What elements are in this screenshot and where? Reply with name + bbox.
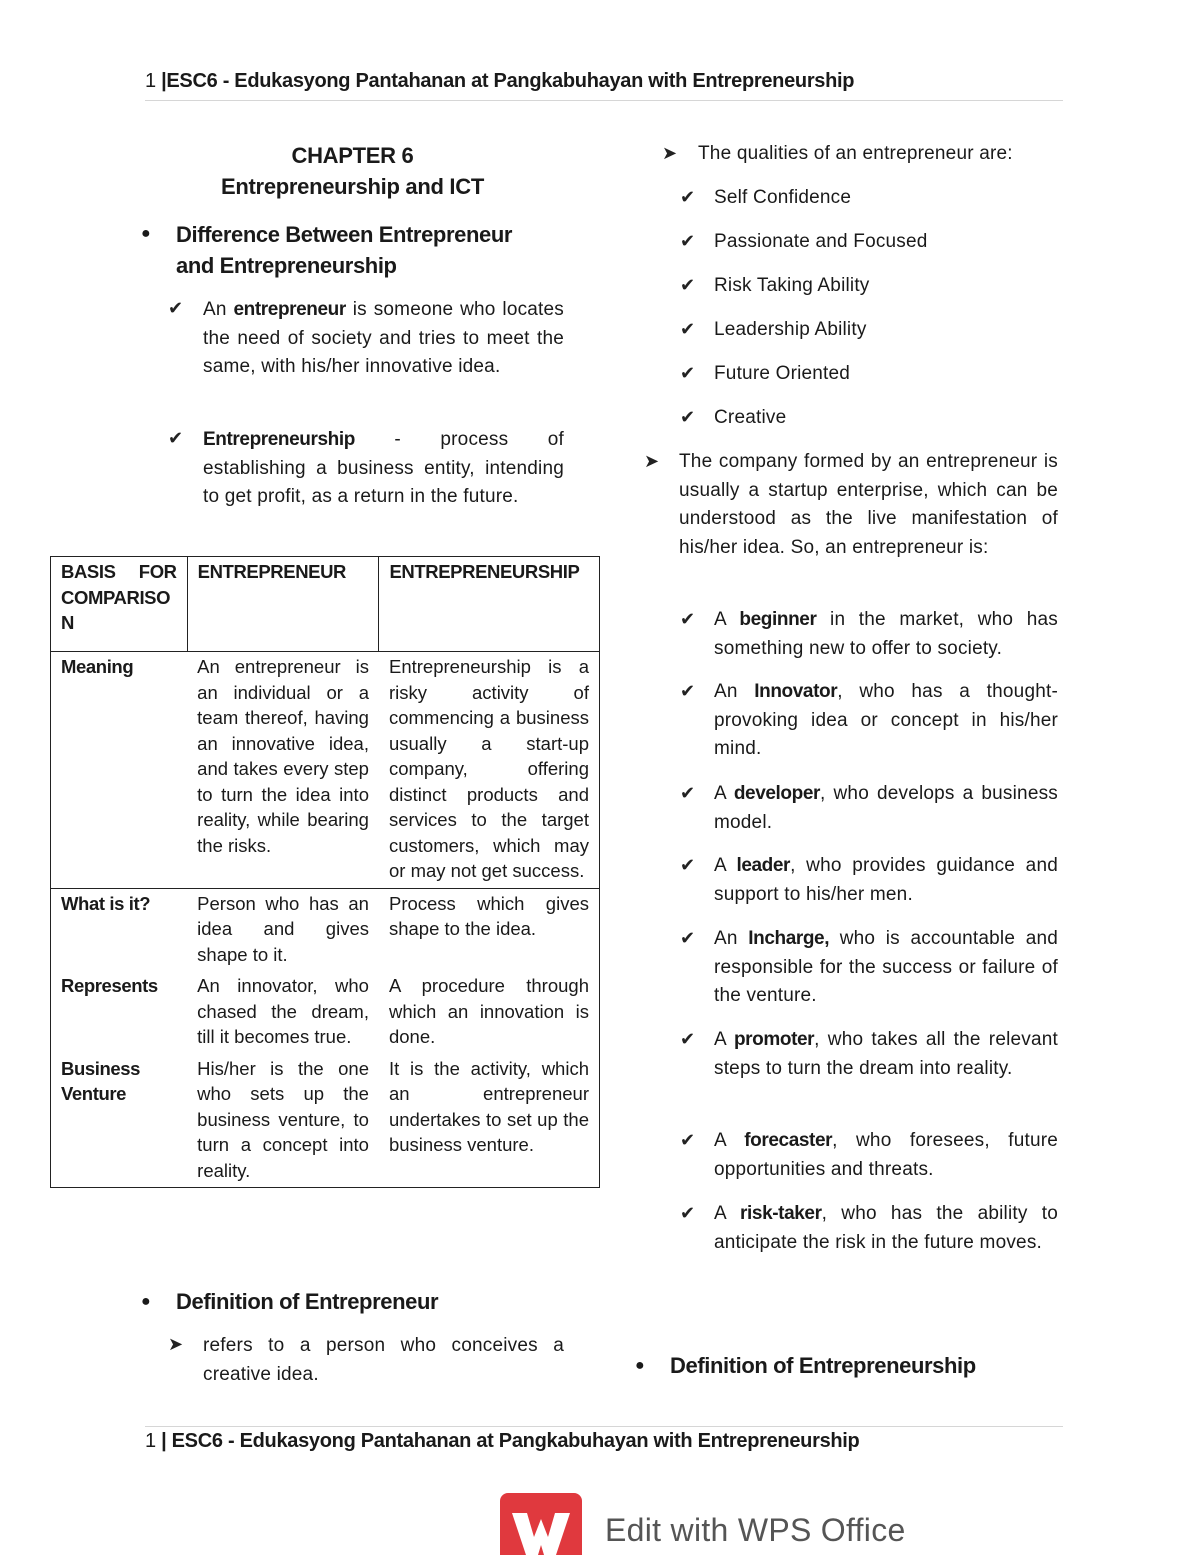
table-cell-basis: What is it? (61, 892, 151, 914)
list-item: Passionate and Focused (714, 231, 928, 252)
checkmark-icon: ✔ (168, 428, 184, 448)
section-heading-def-entrepreneurship: Definition of Entrepreneurship (670, 1353, 976, 1378)
entrepreneurship-definition (203, 426, 564, 512)
header-title: |ESC6 - Edukasyong Pantahanan at Pangkabuhayan with Entrepreneurship (161, 70, 855, 92)
section-heading-def-entrepreneur: Definition of Entrepreneur (176, 1289, 439, 1314)
list-item (714, 678, 1058, 764)
bold-term: leader (736, 855, 791, 876)
list-item: Leadership Ability (714, 319, 867, 340)
footer-page-number: 1 (145, 1430, 156, 1452)
bold-term: risk-taker (740, 1203, 822, 1224)
table-cell-basis: Represents (61, 975, 158, 996)
text-run: , who develops a business model. (714, 783, 1058, 833)
entrepreneur-definition (203, 296, 564, 382)
bold-term: forecaster (744, 1130, 833, 1151)
checkmark-icon: ✔ (680, 231, 696, 251)
list-item (714, 780, 1058, 837)
table-cell: Person who has an idea and gives shape to it. (197, 892, 369, 965)
bullet-dot-icon: ● (141, 1293, 151, 1310)
list-item (714, 1200, 1058, 1257)
table-cell-basis: Business Venture (61, 1057, 141, 1104)
bold-term: Entrepreneurship (203, 429, 355, 450)
list-item (714, 606, 1058, 663)
bold-term: promoter (733, 1029, 815, 1050)
checkmark-icon: ✔ (680, 363, 696, 383)
list-item (714, 1026, 1058, 1083)
wps-watermark-text: Edit with WPS Office (605, 1512, 906, 1548)
table-cell: An entrepreneur is an individual or a team thereof, having an innovative idea, and takes every step to turn the idea into reality, while bearing the risks. (197, 656, 369, 856)
table-header-cell: BASIS FOR COMPARISO N (51, 557, 188, 652)
text-run: A (714, 1029, 734, 1050)
table-cell: A procedure through which an innovation is done. (388, 975, 589, 1047)
table-cell: It is the activity, which an entrepreneur undertakes to set up the business venture. (388, 1057, 589, 1155)
text-run: - process of establishing a business entity, intending to get profit, as a return in the future. (203, 429, 564, 507)
table-row (51, 1054, 600, 1188)
checkmark-icon: ✔ (168, 298, 184, 318)
section-heading-difference (176, 219, 576, 281)
chapter-title: Entrepreneurship and ICT (221, 174, 484, 199)
section-heading-line: Difference Between Entrepreneur (176, 222, 513, 247)
checkmark-icon: ✔ (680, 407, 696, 427)
table-cell-basis: Meaning (61, 656, 134, 677)
list-item: Risk Taking Ability (714, 275, 870, 296)
checkmark-icon: ✔ (680, 609, 696, 629)
text-run: An (714, 681, 755, 702)
checkmark-icon: ✔ (680, 1203, 696, 1223)
text-run: , who has a thought-provoking idea or concept in his/her mind. (714, 681, 1058, 759)
table-header-row (51, 557, 600, 652)
footer-divider (145, 1426, 1063, 1427)
text-run: , who provides guidance and support to his/her men. (714, 855, 1058, 905)
checkmark-icon: ✔ (680, 681, 696, 701)
list-item (714, 925, 1058, 1011)
text-run: in the market, who has something new to offer to society. (714, 609, 1059, 659)
text-run: An (714, 928, 749, 949)
text-run: A (714, 855, 737, 876)
comparison-table (50, 556, 600, 1188)
bullet-dot-icon: ● (635, 1357, 645, 1374)
checkmark-icon: ✔ (680, 187, 696, 207)
checkmark-icon: ✔ (680, 319, 696, 339)
list-item: Future Oriented (714, 363, 851, 384)
arrow-bullet-icon: ➤ (662, 143, 678, 163)
qualities-intro: The qualities of an entrepreneur are: (698, 143, 1013, 164)
checkmark-icon: ✔ (680, 1029, 696, 1049)
table-header-cell: ENTREPRENEUR (187, 557, 379, 652)
table-row (51, 971, 600, 1054)
list-item: Creative (714, 407, 787, 428)
checkmark-icon: ✔ (680, 855, 696, 875)
table-cell: Entrepreneurship is a risky activity of commencing a business usually a start-up company, offering distinct products and services to the target customers, which may or may not get success. (388, 656, 589, 881)
text-run: who is accountable and responsible for the success or failure of the venture. (714, 928, 1058, 1006)
text-run: A (714, 1130, 745, 1151)
checkmark-icon: ✔ (680, 928, 696, 948)
text-run: is someone who locates the need of society and tries to meet the same, with his/her innovative idea. (203, 299, 564, 377)
text-run: A (714, 1203, 741, 1224)
bold-term: Innovator (754, 681, 838, 702)
section-heading-line: and Entrepreneurship (176, 253, 397, 278)
checkmark-icon: ✔ (680, 783, 696, 803)
arrow-bullet-icon: ➤ (644, 451, 660, 471)
list-item (714, 1127, 1058, 1184)
list-item: Self Confidence (714, 187, 852, 208)
text-run: , who takes all the relevant steps to turn the dream into reality. (714, 1029, 1058, 1079)
page-header (145, 70, 854, 93)
checkmark-icon: ✔ (680, 1130, 696, 1150)
checkmark-icon: ✔ (680, 275, 696, 295)
entrepreneur-def-text: refers to a person who conceives a creative idea. (203, 1335, 564, 1385)
table-header-cell: ENTREPRENEURSHIP (389, 561, 580, 582)
header-page-number: 1 (145, 70, 156, 92)
list-item (714, 852, 1058, 909)
table-cell: An innovator, who chased the dream, till it becomes true. (197, 975, 369, 1047)
bold-term: entrepreneur (233, 299, 346, 320)
text-run: An (203, 299, 234, 320)
header-divider (145, 100, 1063, 101)
table-row (51, 888, 600, 971)
bold-term: developer (733, 783, 821, 804)
wps-logo-icon (500, 1493, 582, 1555)
arrow-bullet-icon: ➤ (168, 1334, 184, 1354)
table-cell: His/her is the one who sets up the business venture, to turn a concept into reality. (197, 1057, 369, 1181)
page-footer (145, 1430, 859, 1453)
chapter-number: CHAPTER 6 (291, 143, 414, 168)
table-row (51, 652, 600, 889)
bold-term: beginner (739, 609, 817, 630)
company-paragraph: The company formed by an entrepreneur is usually a startup enterprise, which can be understood as the live manifestation of his/her idea. So, an entrepreneur is: (679, 451, 1058, 558)
footer-title: | ESC6 - Edukasyong Pantahanan at Pangkabuhayan with Entrepreneurship (161, 1430, 860, 1452)
text-run: A (714, 609, 740, 630)
bold-term: Incharge, (748, 928, 830, 949)
table-cell: Process which gives shape to the idea. (388, 892, 589, 939)
text-run: , who has the ability to anticipate the risk in the future moves. (714, 1203, 1058, 1253)
text-run: A (714, 783, 734, 804)
bullet-dot-icon: ● (141, 225, 151, 242)
text-run: , who foresees, future opportunities and threats. (714, 1130, 1058, 1180)
